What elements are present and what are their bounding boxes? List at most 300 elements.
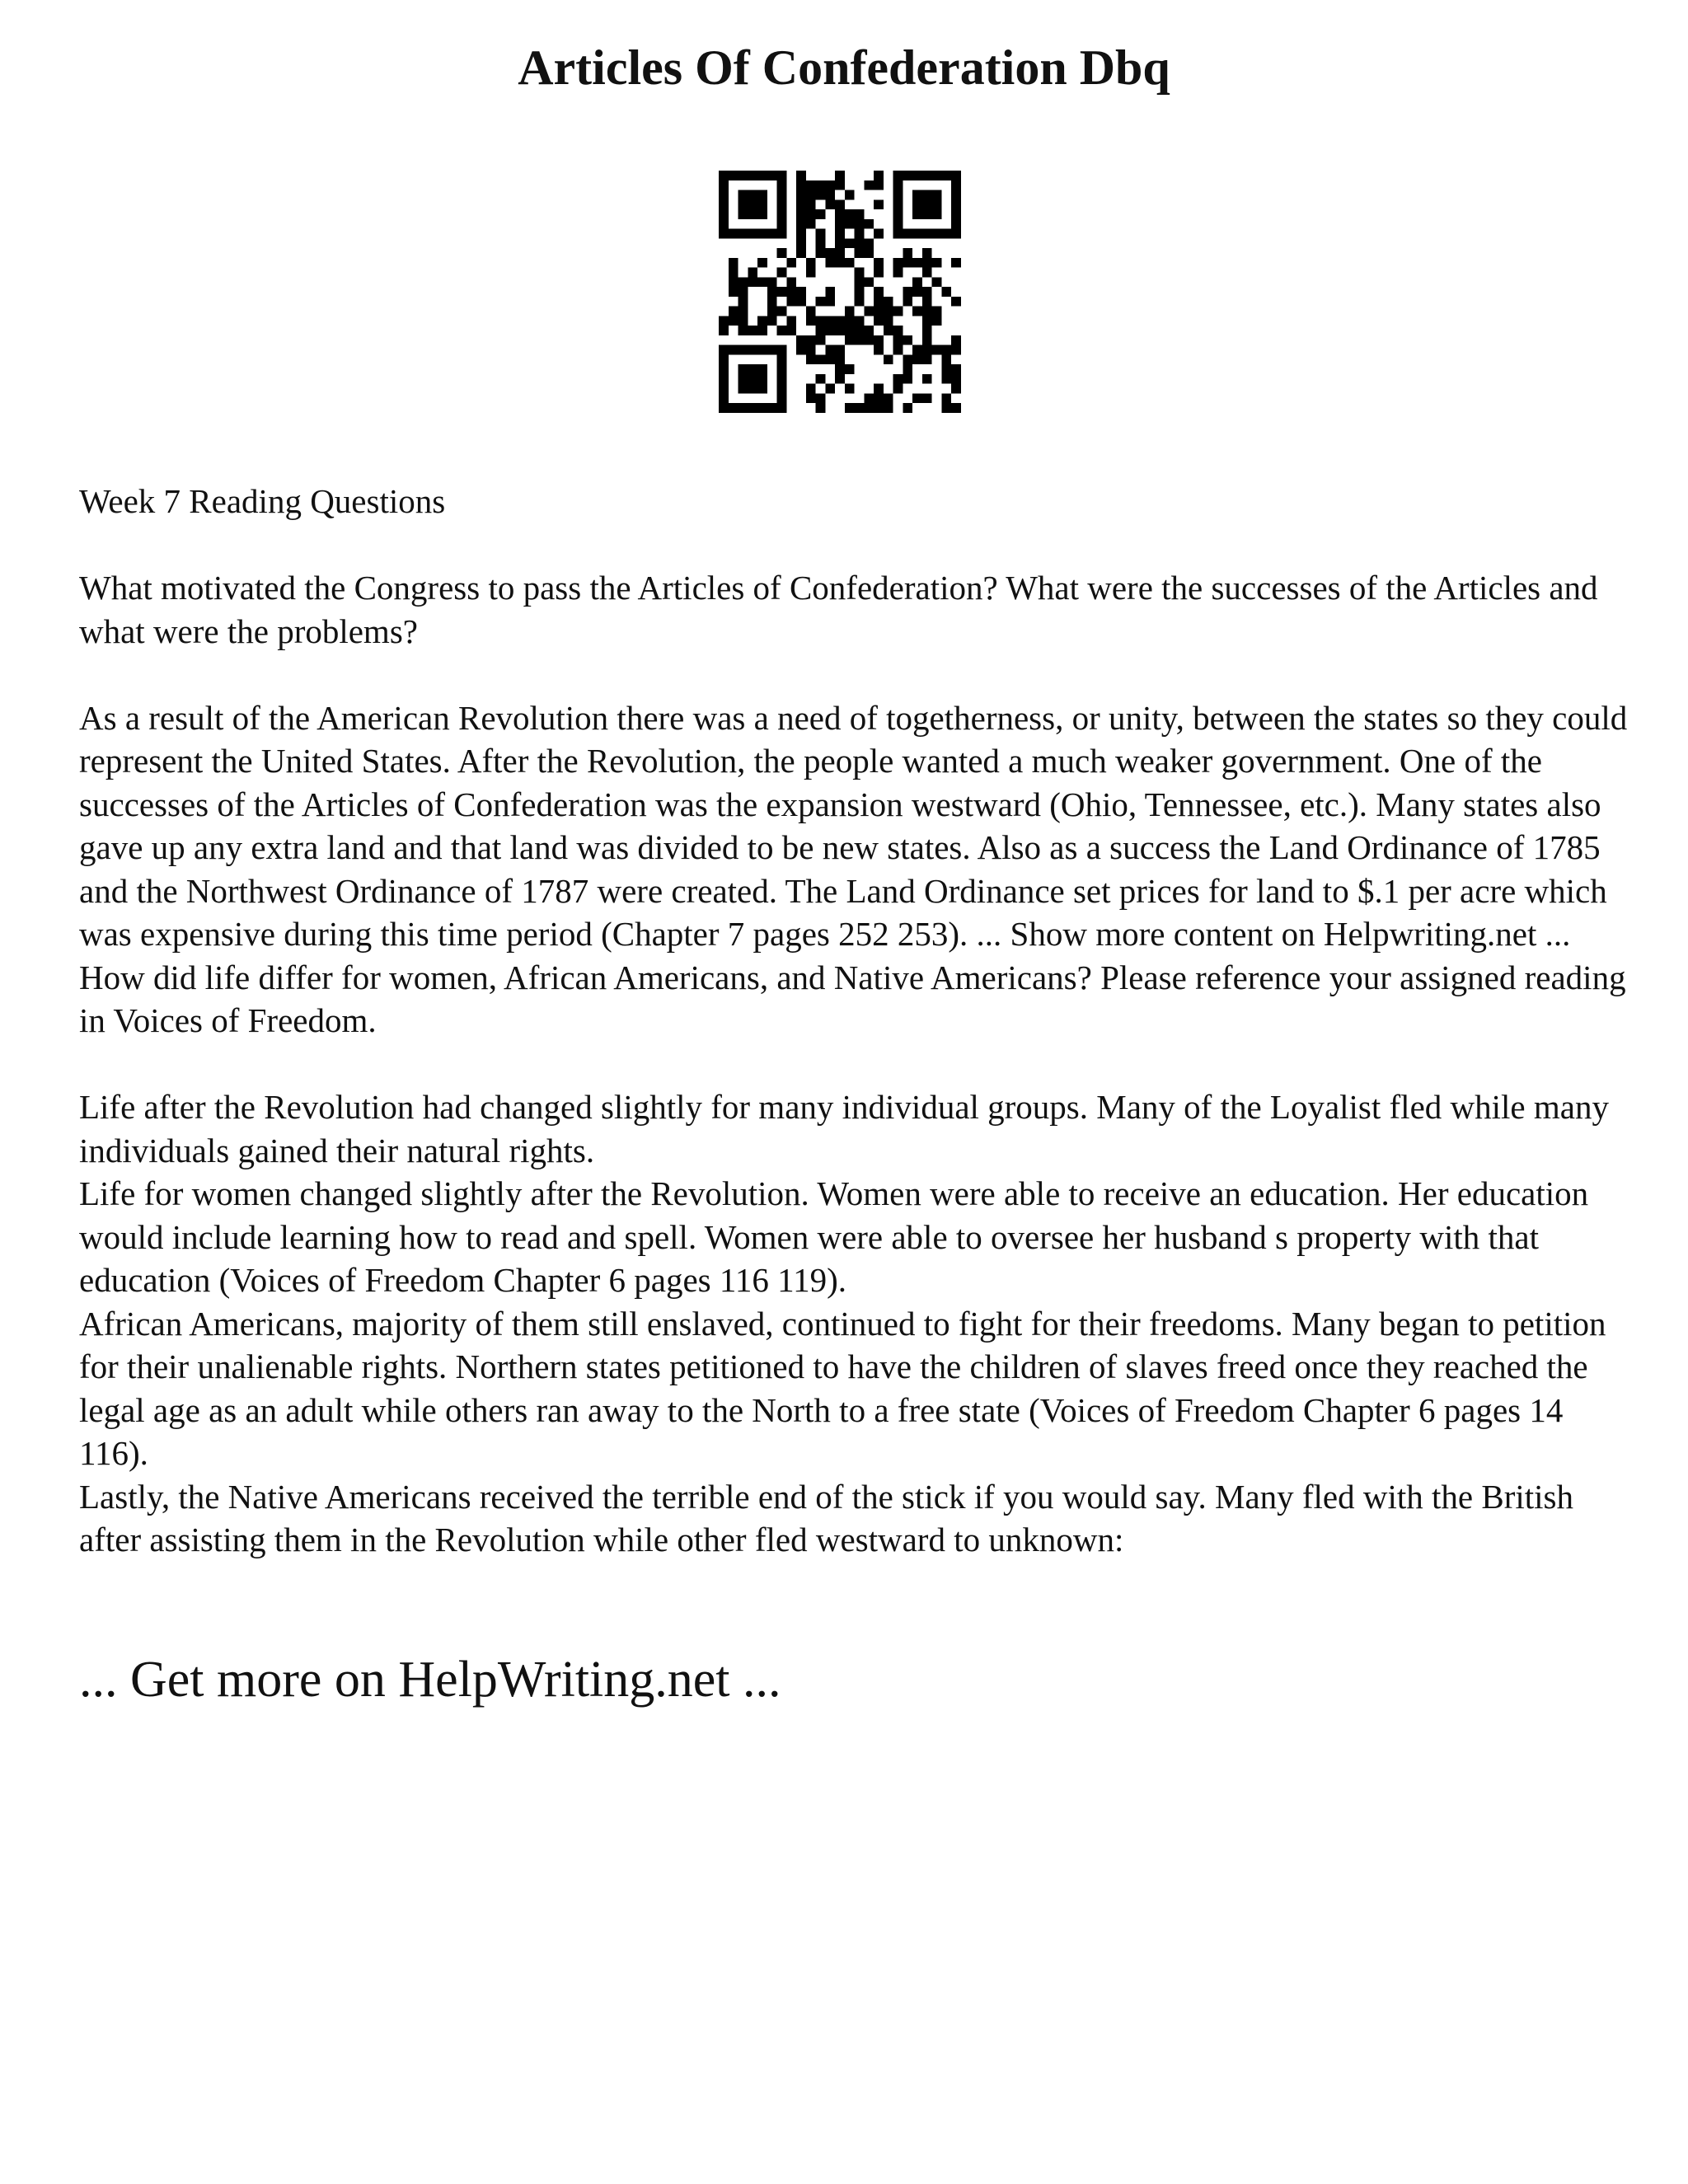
qr-module	[922, 374, 932, 384]
qr-module	[738, 326, 748, 335]
qr-module	[719, 403, 729, 413]
qr-module	[835, 326, 845, 335]
qr-module	[825, 384, 835, 394]
qr-module	[884, 326, 893, 335]
qr-module	[855, 326, 865, 335]
qr-module	[941, 229, 951, 239]
qr-module	[893, 229, 903, 239]
qr-module	[757, 403, 767, 413]
qr-module	[835, 248, 845, 258]
qr-module	[845, 335, 855, 345]
qr-module	[951, 258, 961, 268]
qr-module	[825, 258, 835, 268]
qr-module	[719, 354, 729, 364]
qr-module	[757, 190, 767, 200]
qr-module	[719, 219, 729, 229]
paragraph-spacer	[79, 523, 1629, 567]
qr-module	[719, 229, 729, 239]
qr-module	[941, 374, 951, 384]
qr-module	[757, 364, 767, 374]
qr-module	[719, 374, 729, 384]
qr-module	[855, 335, 865, 345]
section-heading: Week 7 Reading Questions	[79, 482, 446, 520]
qr-module	[777, 268, 787, 278]
qr-module	[874, 403, 884, 413]
qr-module	[874, 199, 884, 209]
qr-module	[786, 277, 796, 287]
qr-module	[729, 307, 738, 316]
qr-module	[729, 345, 738, 355]
qr-module	[884, 297, 893, 307]
qr-module	[796, 248, 806, 258]
qr-module	[748, 384, 757, 394]
qr-module	[855, 403, 865, 413]
qr-module	[719, 190, 729, 200]
qr-module	[941, 345, 951, 355]
qr-module	[757, 229, 767, 239]
qr-module	[903, 287, 912, 297]
qr-module	[845, 258, 855, 268]
qr-module	[941, 403, 951, 413]
qr-module	[951, 374, 961, 384]
qr-module	[738, 229, 748, 239]
qr-module	[951, 219, 961, 229]
qr-module	[729, 229, 738, 239]
qr-module	[777, 180, 787, 190]
qr-module	[864, 335, 874, 345]
qr-module	[777, 374, 787, 384]
qr-module	[893, 384, 903, 394]
qr-module	[777, 190, 787, 200]
qr-module	[777, 219, 787, 229]
qr-module	[738, 199, 748, 209]
qr-module	[738, 316, 748, 326]
qr-module	[806, 199, 816, 209]
qr-module	[922, 171, 932, 180]
qr-module	[893, 268, 903, 278]
qr-module	[816, 393, 826, 403]
qr-module	[767, 307, 777, 316]
qr-module	[932, 345, 942, 355]
qr-module	[757, 374, 767, 384]
qr-module	[816, 209, 826, 219]
qr-module	[855, 229, 865, 239]
qr-module	[845, 403, 855, 413]
qr-module	[845, 238, 855, 248]
qr-module	[951, 190, 961, 200]
qr-module	[767, 229, 777, 239]
qr-module	[786, 287, 796, 297]
qr-module	[893, 219, 903, 229]
qr-module	[767, 171, 777, 180]
qr-module	[864, 307, 874, 316]
qr-module	[757, 326, 767, 335]
qr-module	[922, 209, 932, 219]
qr-module	[941, 354, 951, 364]
qr-module	[796, 209, 806, 219]
qr-module	[738, 277, 748, 287]
qr-module	[748, 268, 757, 278]
qr-module	[738, 345, 748, 355]
qr-module	[932, 258, 942, 268]
qr-module	[738, 384, 748, 394]
qr-module	[912, 209, 922, 219]
paragraph-spacer	[79, 1043, 1629, 1086]
qr-module	[845, 364, 855, 374]
qr-module	[777, 209, 787, 219]
qr-module	[922, 345, 932, 355]
qr-module	[855, 209, 865, 219]
qr-module	[855, 287, 865, 297]
qr-module	[864, 403, 874, 413]
qr-module	[757, 171, 767, 180]
qr-module	[855, 248, 865, 258]
qr-module	[855, 219, 865, 229]
qr-module	[786, 258, 796, 268]
qr-module	[874, 316, 884, 326]
qr-module	[874, 335, 884, 345]
qr-module	[922, 199, 932, 209]
qr-module	[855, 268, 865, 278]
qr-module	[874, 345, 884, 355]
qr-module	[748, 199, 757, 209]
qr-module	[719, 326, 729, 335]
qr-module	[903, 297, 912, 307]
qr-module	[874, 384, 884, 394]
document-title: Articles Of Confederation Dbq	[518, 40, 1170, 95]
qr-module	[845, 316, 855, 326]
qr-module	[835, 199, 845, 209]
qr-module	[777, 287, 787, 297]
qr-module	[864, 238, 874, 248]
qr-module	[864, 277, 874, 287]
qr-module	[893, 345, 903, 355]
qr-module	[729, 258, 738, 268]
qr-module	[738, 287, 748, 297]
qr-module	[845, 384, 855, 394]
qr-module	[825, 297, 835, 307]
question-2: How did life differ for women, African Americans, and Native Americans? Please reference your assigned reading in Voices of Freedom.	[79, 958, 1626, 1039]
qr-module	[825, 326, 835, 335]
qr-module	[951, 171, 961, 180]
qr-module	[932, 209, 942, 219]
get-more-link[interactable]: ... Get more on HelpWriting.net ...	[79, 1652, 781, 1708]
qr-module	[932, 171, 942, 180]
qr-module	[922, 316, 932, 326]
question-1: What motivated the Congress to pass the Articles of Confederation? What were the successes of the Articles and what were the problems?	[79, 569, 1598, 650]
qr-module	[777, 393, 787, 403]
qr-module	[903, 229, 912, 239]
qr-module	[767, 287, 777, 297]
qr-module	[767, 277, 777, 287]
qr-module	[864, 180, 874, 190]
qr-module	[884, 307, 893, 316]
qr-module	[922, 287, 932, 297]
qr-module	[922, 393, 932, 403]
qr-module	[855, 297, 865, 307]
qr-module	[777, 229, 787, 239]
qr-module	[874, 297, 884, 307]
qr-module	[835, 171, 845, 180]
qr-module	[719, 209, 729, 219]
qr-module	[932, 190, 942, 200]
qr-module	[767, 403, 777, 413]
qr-module	[748, 364, 757, 374]
qr-module	[796, 199, 806, 209]
qr-module	[738, 190, 748, 200]
qr-module	[777, 199, 787, 209]
qr-module	[816, 326, 826, 335]
qr-module	[806, 307, 816, 316]
qr-module	[816, 297, 826, 307]
qr-module	[884, 393, 893, 403]
qr-module	[874, 229, 884, 239]
qr-module	[719, 199, 729, 209]
qr-module	[951, 229, 961, 239]
qr-module	[816, 316, 826, 326]
qr-module	[835, 316, 845, 326]
qr-module	[719, 393, 729, 403]
qr-module	[816, 374, 826, 384]
qr-module	[796, 171, 806, 180]
qr-module	[825, 199, 835, 209]
qr-module	[806, 268, 816, 278]
qr-module	[922, 307, 932, 316]
qr-module	[729, 171, 738, 180]
qr-module	[884, 316, 893, 326]
qr-module	[912, 199, 922, 209]
qr-module	[903, 335, 912, 345]
qr-module	[874, 307, 884, 316]
qr-module	[806, 316, 816, 326]
qr-module	[796, 180, 806, 190]
answer-2-women: Life for women changed slightly after the Revolution. Women were able to receive an education. Her education would include learning how to read and spell. Women were able to oversee her husband s property with that education (Voices of Freedom Chapter 6 pages 116 119).	[79, 1174, 1589, 1299]
qr-module	[816, 190, 826, 200]
qr-module	[825, 316, 835, 326]
qr-module	[767, 316, 777, 326]
qr-module	[757, 277, 767, 287]
qr-module	[864, 219, 874, 229]
qr-module	[912, 287, 922, 297]
qr-module	[845, 190, 855, 200]
qr-module	[893, 199, 903, 209]
qr-module	[922, 258, 932, 268]
qr-module	[729, 403, 738, 413]
qr-module	[874, 268, 884, 278]
qr-module	[748, 345, 757, 355]
qr-module	[932, 307, 942, 316]
qr-module	[893, 307, 903, 316]
qr-module	[825, 354, 835, 364]
qr-module	[922, 190, 932, 200]
qr-module	[748, 374, 757, 384]
qr-module	[719, 345, 729, 355]
qr-module	[835, 354, 845, 364]
qr-module	[912, 354, 922, 364]
qr-module	[806, 393, 816, 403]
qr-module	[777, 364, 787, 374]
qr-module	[729, 268, 738, 278]
qr-module	[912, 190, 922, 200]
qr-module	[903, 354, 912, 364]
qr-module	[729, 277, 738, 287]
qr-module	[738, 374, 748, 384]
qr-module	[845, 326, 855, 335]
qr-module	[806, 354, 816, 364]
qr-module	[903, 374, 912, 384]
qr-module	[816, 403, 826, 413]
qr-module	[777, 171, 787, 180]
qr-module	[874, 180, 884, 190]
qr-module	[932, 229, 942, 239]
qr-module	[757, 384, 767, 394]
qr-module	[951, 180, 961, 190]
qr-module	[835, 364, 845, 374]
qr-module	[951, 384, 961, 394]
qr-module	[719, 316, 729, 326]
qr-module	[864, 393, 874, 403]
qr-module	[748, 209, 757, 219]
qr-module	[806, 345, 816, 355]
qr-module	[825, 345, 835, 355]
qr-module	[767, 345, 777, 355]
document-body	[79, 480, 1629, 1562]
qr-module	[951, 209, 961, 219]
qr-module	[951, 364, 961, 374]
qr-module	[893, 209, 903, 219]
qr-module	[922, 229, 932, 239]
qr-module	[796, 345, 806, 355]
qr-module	[786, 316, 796, 326]
qr-module	[796, 219, 806, 229]
qr-module	[951, 199, 961, 209]
qr-module	[874, 393, 884, 403]
qr-module	[835, 219, 845, 229]
qr-module	[786, 297, 796, 307]
qr-module	[932, 316, 942, 326]
qr-module	[738, 403, 748, 413]
qr-module	[719, 384, 729, 394]
qr-module	[816, 180, 826, 190]
qr-module	[796, 297, 806, 307]
qr-module	[835, 238, 845, 248]
qr-module	[874, 287, 884, 297]
qr-module	[893, 180, 903, 190]
qr-module	[903, 171, 912, 180]
qr-module	[796, 190, 806, 200]
qr-module	[729, 287, 738, 297]
qr-module	[738, 171, 748, 180]
qr-module	[912, 345, 922, 355]
qr-module	[912, 277, 922, 287]
answer-2-african-americans: African Americans, majority of them still enslaved, continued to fight for their freedoms. Many began to petition for their unalienable rights. Northern states petitioned to have the children of slaves freed once they reached the legal age as an adult while others ran away to the North to a free state (Voices of Freedom Chapter 6 pages 14 116).	[79, 1304, 1606, 1472]
answer-1: As a result of the American Revolution there was a need of togetherness, or unity, between the states so they could represent the United States. After the Revolution, the people wanted a much weaker government. One of the successes of the Articles of Confederation was the expansion westward (Ohio, Tennessee, etc.). Many states also gave up any extra land and that land was divided to be new states. Also as a success the Land Ordinance of 1785 and the Northwest Ordinance of 1787 were created. The Land Ordinance set prices for land to $.1 per acre which was expensive during this time period (Chapter 7 pages 252 253). ... Show more content on Helpwriting.net ...	[79, 698, 1628, 953]
qr-module	[912, 258, 922, 268]
qr-module	[951, 345, 961, 355]
qr-module	[912, 393, 922, 403]
qr-module	[825, 190, 835, 200]
qr-module	[922, 354, 932, 364]
qr-module	[893, 258, 903, 268]
qr-module	[777, 354, 787, 364]
qr-module	[855, 316, 865, 326]
qr-module	[903, 403, 912, 413]
qr-module	[941, 171, 951, 180]
qr-module	[951, 335, 961, 345]
qr-module	[757, 316, 767, 326]
qr-module	[757, 209, 767, 219]
qr-module	[816, 238, 826, 248]
qr-module	[806, 384, 816, 394]
qr-module	[912, 307, 922, 316]
qr-module	[777, 384, 787, 394]
qr-module	[767, 297, 777, 307]
qr-module	[719, 171, 729, 180]
qr-module	[835, 229, 845, 239]
qr-module	[806, 180, 816, 190]
qr-module	[796, 287, 806, 297]
qr-module	[738, 209, 748, 219]
qr-module	[941, 287, 951, 297]
qr-module	[777, 345, 787, 355]
qr-module	[796, 238, 806, 248]
qr-module	[893, 326, 903, 335]
qr-module	[816, 335, 826, 345]
qr-module	[816, 229, 826, 239]
qr-module	[903, 364, 912, 374]
qr-module	[893, 171, 903, 180]
qr-module	[748, 171, 757, 180]
qr-module	[757, 258, 767, 268]
qr-module	[777, 248, 787, 258]
qr-module	[719, 180, 729, 190]
qr-module	[903, 258, 912, 268]
answer-2-native-americans: Lastly, the Native Americans received the terrible end of the stick if you would say. Many fled with the British after assisting them in the Revolution while other fled westward to unknown:	[79, 1477, 1573, 1558]
qr-module	[922, 268, 932, 278]
qr-module	[786, 326, 796, 335]
qr-module	[941, 364, 951, 374]
qr-module	[932, 199, 942, 209]
qr-module	[922, 326, 932, 335]
qr-module	[748, 277, 757, 287]
qr-module	[757, 345, 767, 355]
qr-module	[806, 219, 816, 229]
qr-module	[951, 403, 961, 413]
qr-module	[738, 297, 748, 307]
qr-module	[951, 297, 961, 307]
qr-module	[806, 335, 816, 345]
qr-module	[912, 171, 922, 180]
qr-module	[738, 364, 748, 374]
qr-module	[835, 180, 845, 190]
qr-module	[835, 258, 845, 268]
qr-module	[855, 277, 865, 287]
answer-2-intro: Life after the Revolution had changed slightly for many individual groups. Many of the Loyalist fled while many individuals gained their natural rights.	[79, 1088, 1609, 1169]
qr-module	[893, 374, 903, 384]
qr-module	[845, 209, 855, 219]
paragraph-spacer	[79, 653, 1629, 696]
qr-module	[719, 364, 729, 374]
qr-module	[893, 335, 903, 345]
qr-module	[922, 248, 932, 258]
qr-module	[806, 209, 816, 219]
qr-module	[874, 171, 884, 180]
qr-module	[806, 258, 816, 268]
qr-module	[893, 190, 903, 200]
qr-module	[806, 190, 816, 200]
qr-module	[864, 326, 874, 335]
qr-module	[748, 326, 757, 335]
